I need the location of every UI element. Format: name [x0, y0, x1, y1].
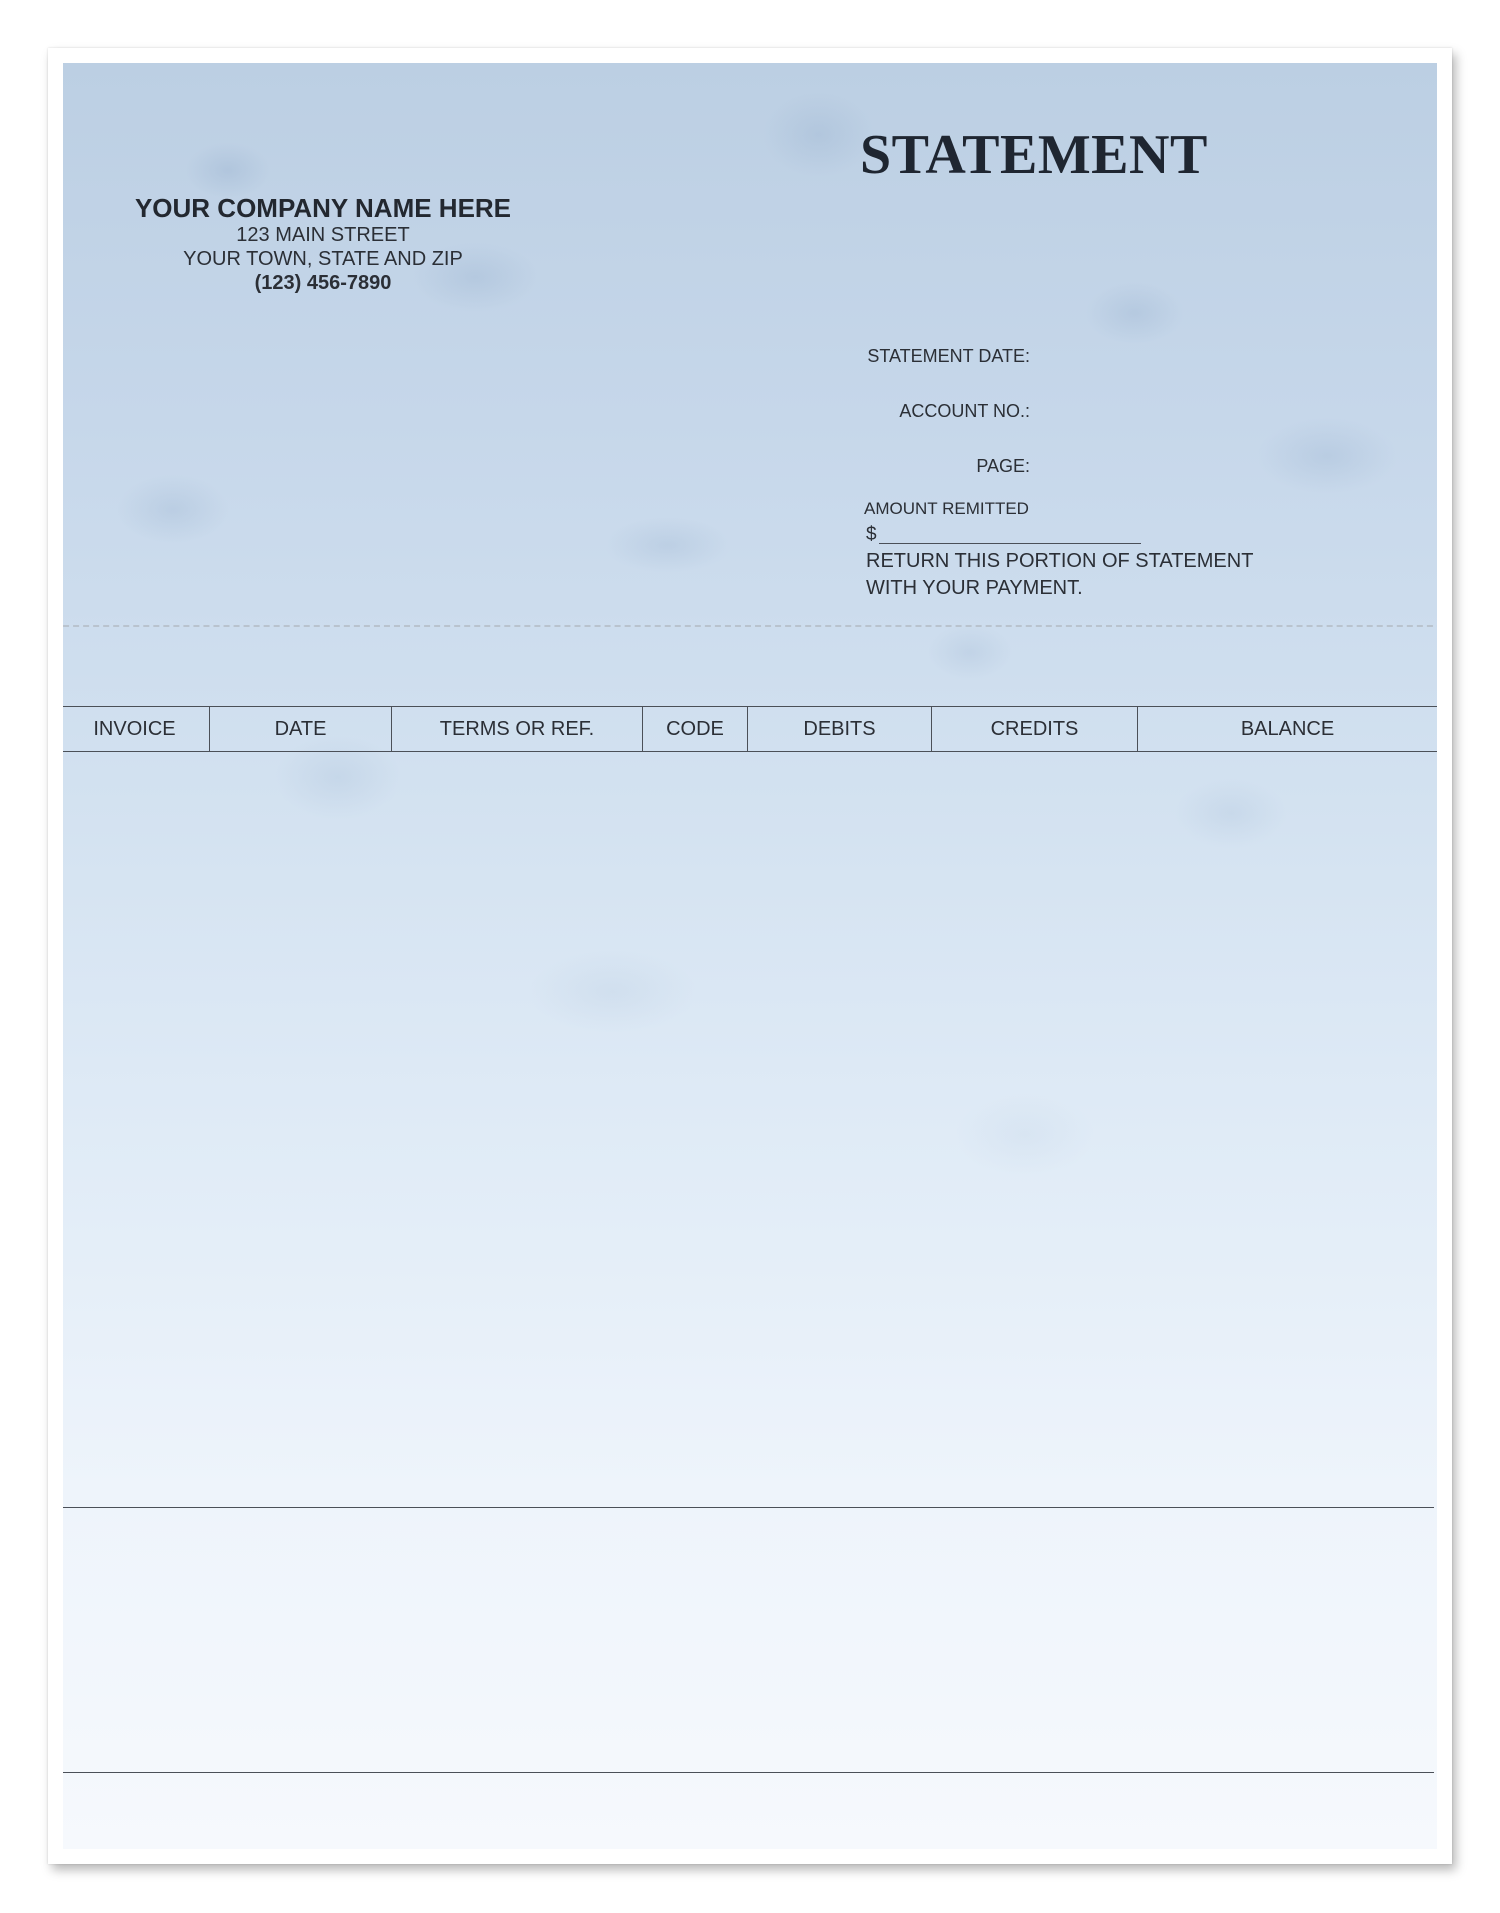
statement-sheet	[48, 48, 1452, 1864]
document-title: STATEMENT	[860, 124, 1208, 186]
return-line-2: WITH YOUR PAYMENT.	[866, 577, 1083, 599]
amount-remitted-label: AMOUNT REMITTED	[864, 499, 1029, 518]
company-name: YOUR COMPANY NAME HERE	[134, 193, 512, 223]
column-header-code: CODE	[643, 707, 748, 751]
company-city-state-zip: YOUR TOWN, STATE AND ZIP	[183, 248, 463, 270]
company-phone: (123) 456-7890	[254, 272, 392, 294]
footer-rule	[63, 1772, 1434, 1773]
column-header-invoice: INVOICE	[63, 707, 210, 751]
currency-symbol: $	[866, 524, 877, 545]
return-instructions	[866, 548, 1253, 602]
column-header-debits: DEBITS	[748, 707, 932, 751]
company-block	[123, 193, 523, 295]
page-label: PAGE:	[976, 456, 1030, 476]
column-header-balance: BALANCE	[1240, 718, 1335, 740]
company-street: 123 MAIN STREET	[236, 224, 410, 246]
account-no-label: ACCOUNT NO.:	[899, 401, 1030, 421]
parchment-background	[63, 63, 1437, 1849]
amount-remitted-line	[879, 543, 1141, 544]
statement-date-label: STATEMENT DATE:	[867, 346, 1030, 366]
column-header-credits: CREDITS	[932, 707, 1138, 751]
perforation-line	[63, 625, 1437, 627]
body-bottom-rule	[63, 1507, 1434, 1508]
return-line-1: RETURN THIS PORTION OF STATEMENT	[866, 550, 1254, 572]
column-header-date: DATE	[210, 707, 392, 751]
column-header-terms: TERMS OR REF.	[392, 707, 643, 751]
table-header	[63, 706, 1437, 752]
